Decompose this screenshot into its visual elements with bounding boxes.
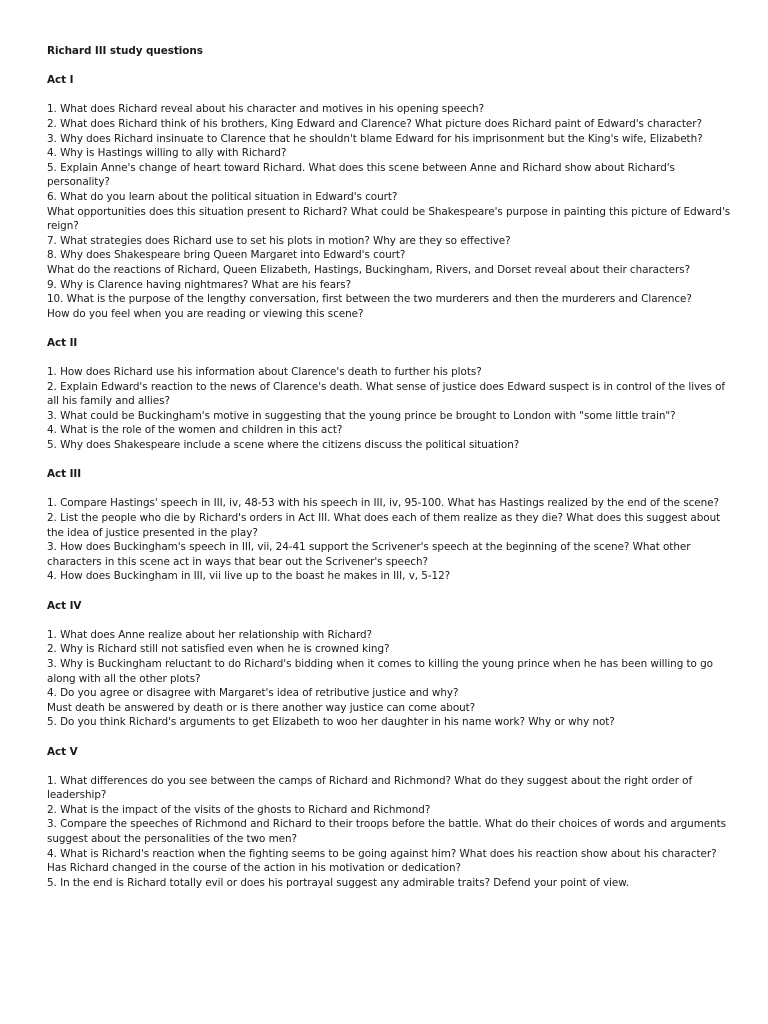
question-line: 4. How does Buckingham in III, vii live up to the boast he makes in III, v, 5-12? bbox=[47, 570, 451, 583]
question-line: 4. What is the role of the women and children in this act? bbox=[47, 424, 343, 437]
question-line: 2. Why is Richard still not satisfied even when he is crowned king? bbox=[47, 643, 390, 656]
question-line: 4. Why is Hastings willing to ally with Richard? bbox=[47, 147, 287, 160]
question-line: 4. Do you agree or disagree with Margaret's idea of retributive justice and why? bbox=[47, 687, 459, 700]
question-line: 9. Why is Clarence having nightmares? What are his fears? bbox=[47, 278, 352, 291]
question-line: Must death be answered by death or is there another way justice can come about? bbox=[47, 701, 476, 714]
question-line: 2. List the people who die by Richard's orders in Act III. What does each of them realize as they die? What does this suggest about the idea of justice presented in the play? bbox=[47, 512, 721, 539]
section-act-2 bbox=[47, 336, 737, 453]
section-act-3 bbox=[47, 467, 737, 584]
document-title: Richard III study questions bbox=[47, 45, 203, 57]
question-line: 1. Compare Hastings' speech in III, iv, 48-53 with his speech in III, iv, 95-100. What has Hastings realized by the end of the scene? bbox=[47, 497, 719, 510]
question-line: How do you feel when you are reading or viewing this scene? bbox=[47, 307, 364, 320]
question-line: 2. What is the impact of the visits of the ghosts to Richard and Richmond? bbox=[47, 803, 431, 816]
question-line: 5. Why does Shakespeare include a scene where the citizens discuss the political situation? bbox=[47, 439, 520, 452]
section-heading: Act V bbox=[47, 745, 78, 758]
section-act-1 bbox=[47, 73, 737, 321]
question-line: 7. What strategies does Richard use to set his plots in motion? Why are they so effective? bbox=[47, 234, 511, 247]
question-line: 5. In the end is Richard totally evil or does his portrayal suggest any admirable traits? Defend your point of view. bbox=[47, 876, 629, 889]
question-line: 2. Explain Edward's reaction to the news of Clarence's death. What sense of justice does Edward suspect is in control of the lives of all his family and allies? bbox=[47, 380, 726, 408]
document-page bbox=[47, 44, 737, 905]
question-line: 6. What do you learn about the political situation in Edward's court? bbox=[47, 190, 398, 203]
question-line: 2. What does Richard think of his brothers, King Edward and Clarence? What picture does Richard paint of Edward's character? bbox=[47, 117, 702, 130]
sections-container bbox=[47, 73, 737, 890]
question-line: 3. What could be Buckingham's motive in suggesting that the young prince be brought to London with "some little train"? bbox=[47, 409, 676, 422]
section-act-4 bbox=[47, 599, 737, 730]
question-line: 8. Why does Shakespeare bring Queen Margaret into Edward's court? bbox=[47, 249, 406, 262]
section-heading: Act I bbox=[47, 74, 74, 87]
section-heading: Act IV bbox=[47, 599, 82, 612]
question-line: 4. What is Richard's reaction when the fighting seems to be going against him? What does his reaction show about his character? Has Richard changed in the course of the action in his motivation or dedication? bbox=[47, 847, 717, 875]
question-line: 1. How does Richard use his information about Clarence's death to further his plots? bbox=[47, 366, 482, 379]
question-line: 1. What differences do you see between the camps of Richard and Richmond? What do they suggest about the right order of leadership? bbox=[47, 774, 693, 802]
question-line: 3. Compare the speeches of Richmond and Richard to their troops before the battle. What do their choices of words and arguments suggest about the personalities of the two men? bbox=[47, 818, 727, 846]
question-line: 3. Why does Richard insinuate to Clarence that he shouldn't blame Edward for his imprisonment but the King's wife, Elizabeth? bbox=[47, 132, 703, 145]
question-line: What opportunities does this situation present to Richard? What could be Shakespeare's purpose in painting this picture of Edward's reign? bbox=[47, 205, 731, 233]
section-heading: Act II bbox=[47, 336, 78, 349]
question-line: 1. What does Richard reveal about his character and motives in his opening speech? bbox=[47, 103, 485, 116]
question-line: 10. What is the purpose of the lengthy conversation, first between the two murderers and then the murderers and Clarence? bbox=[47, 293, 692, 306]
question-line: 5. Explain Anne's change of heart toward Richard. What does this scene between Anne and Richard show about Richard's personality? bbox=[47, 161, 675, 189]
question-line: 1. What does Anne realize about her relationship with Richard? bbox=[47, 628, 373, 641]
question-line: 3. Why is Buckingham reluctant to do Richard's bidding when it comes to killing the young prince when he has been willing to go along with all the other plots? bbox=[47, 657, 713, 685]
question-line: 5. Do you think Richard's arguments to get Elizabeth to woo her daughter in his name work? Why or why not? bbox=[47, 716, 615, 729]
question-line: 3. How does Buckingham's speech in III, vii, 24-41 support the Scrivener's speech at the beginning of the scene? What other characters in this scene act in ways that bear out the Scrivener's speech? bbox=[47, 541, 691, 568]
section-heading: Act III bbox=[47, 468, 82, 481]
section-act-5 bbox=[47, 745, 737, 891]
question-line: What do the reactions of Richard, Queen Elizabeth, Hastings, Buckingham, Rivers, and Dorset reveal about their characters? bbox=[47, 263, 691, 276]
